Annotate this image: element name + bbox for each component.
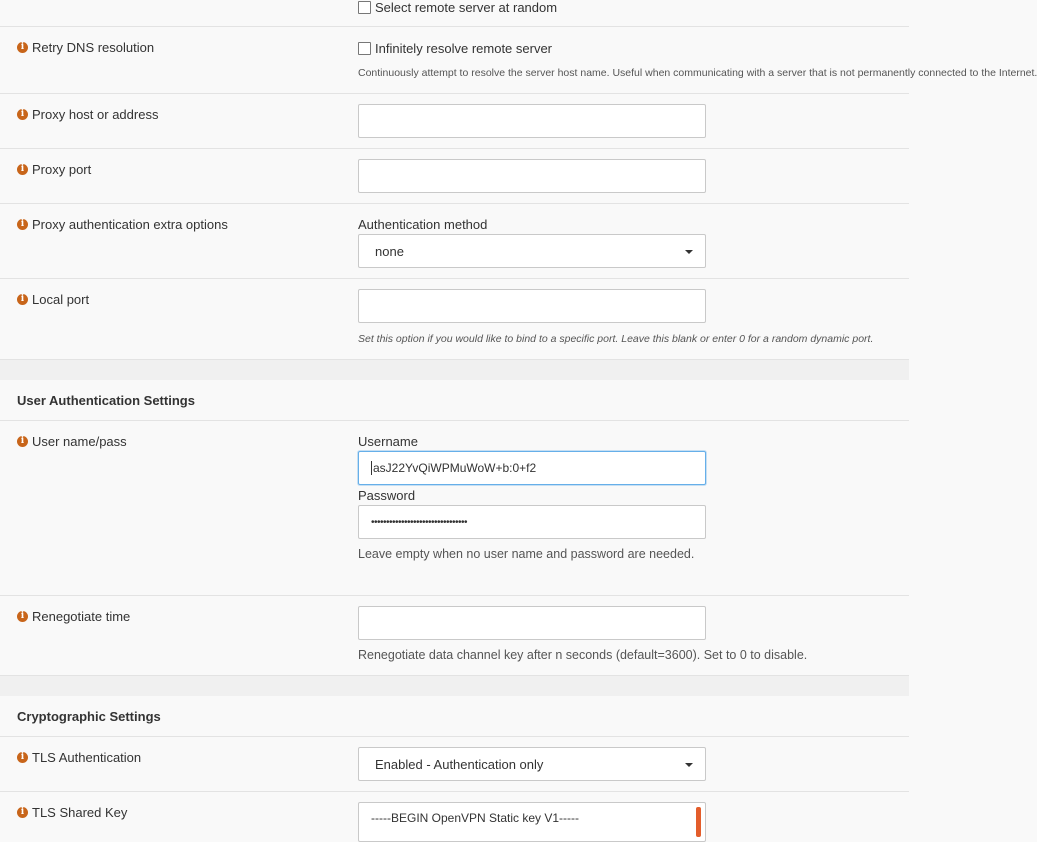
user-pass-label-text: User name/pass [32,434,127,449]
tls-key-label-text: TLS Shared Key [32,805,128,820]
info-icon[interactable]: i [17,436,28,447]
crypto-section-title: Cryptographic Settings [17,709,161,724]
proxy-port-label-text: Proxy port [32,162,92,177]
info-icon[interactable]: i [17,109,28,120]
retry-dns-checkbox-label: Infinitely resolve remote server [375,41,553,56]
username-input[interactable] [358,451,706,485]
proxy-host-row [0,94,909,149]
tls-key-row [0,792,909,832]
user-pass-help: Leave empty when no user name and password are needed. [358,547,695,561]
retry-dns-checkbox-wrap[interactable] [358,41,552,56]
proxy-host-input[interactable] [358,104,706,138]
info-icon[interactable]: i [17,752,28,763]
username-value: asJ22YvQiWPMuWoW+b:0+f2 [373,461,537,475]
info-icon[interactable]: i [17,219,28,230]
auth-method-select[interactable] [358,234,706,268]
username-label: Username [358,434,418,449]
user-auth-section-title: User Authentication Settings [17,393,195,408]
retry-dns-help: Continuously attempt to resolve the server host name. Useful when communicating with a server that is not permanently connected to the Internet. [358,67,1037,79]
proxy-host-label [17,107,158,122]
auth-method-label: Authentication method [358,217,488,232]
proxy-auth-label [17,217,228,232]
textarea-scrollbar[interactable] [696,807,701,837]
proxy-port-label [17,162,91,177]
info-icon[interactable]: i [17,611,28,622]
tls-auth-row [0,737,909,792]
password-label: Password [358,488,416,503]
proxy-port-input[interactable] [358,159,706,193]
caret-down-icon [685,763,693,767]
tls-auth-label [17,750,141,765]
tls-auth-select[interactable] [358,747,706,781]
info-icon[interactable]: i [17,807,28,818]
tls-auth-label-text: TLS Authentication [32,750,142,765]
local-port-row [0,279,909,360]
retry-dns-checkbox[interactable] [358,42,371,55]
caret-down-icon [685,250,693,254]
local-port-help: Set this option if you would like to bind to a specific port. Leave this blank or enter 0 for a random dynamic port. [358,333,874,345]
tls-auth-selected: Enabled - Authentication only [375,756,544,772]
tls-key-textarea[interactable] [358,802,706,842]
user-auth-section-header [0,380,909,421]
local-port-label-text: Local port [32,292,90,307]
info-icon[interactable]: i [17,294,28,305]
local-port-input[interactable] [358,289,706,323]
section-gap [0,360,909,381]
random-server-checkbox-wrap[interactable] [358,0,557,15]
random-server-row [0,0,909,27]
proxy-auth-row [0,204,909,279]
tls-key-label [17,805,127,820]
password-value: •••••••••••••••••••••••••••••••• [371,516,468,528]
user-pass-row [0,421,909,596]
random-server-checkbox[interactable] [358,1,371,14]
retry-dns-row [0,27,1037,94]
renegotiate-label-text: Renegotiate time [32,609,131,624]
auth-method-selected: none [375,243,404,259]
text-cursor [371,461,372,475]
user-pass-label [17,434,127,449]
info-icon[interactable]: i [17,42,28,53]
password-input[interactable] [358,505,706,539]
retry-dns-label-text: Retry DNS resolution [32,40,155,55]
random-server-checkbox-label: Select remote server at random [375,0,558,15]
proxy-auth-label-text: Proxy authentication extra options [32,217,228,232]
crypto-section-header [0,696,909,737]
retry-dns-label [17,40,154,55]
proxy-port-row [0,149,909,204]
info-icon[interactable]: i [17,164,28,175]
tls-key-value: -----BEGIN OpenVPN Static key V1----- [371,811,580,825]
renegotiate-help: Renegotiate data channel key after n seconds (default=3600). Set to 0 to disable. [358,648,808,662]
section-gap [0,676,909,697]
renegotiate-row [0,596,909,676]
local-port-label [17,292,89,307]
renegotiate-label [17,609,130,624]
renegotiate-input[interactable] [358,606,706,640]
proxy-host-label-text: Proxy host or address [32,107,159,122]
